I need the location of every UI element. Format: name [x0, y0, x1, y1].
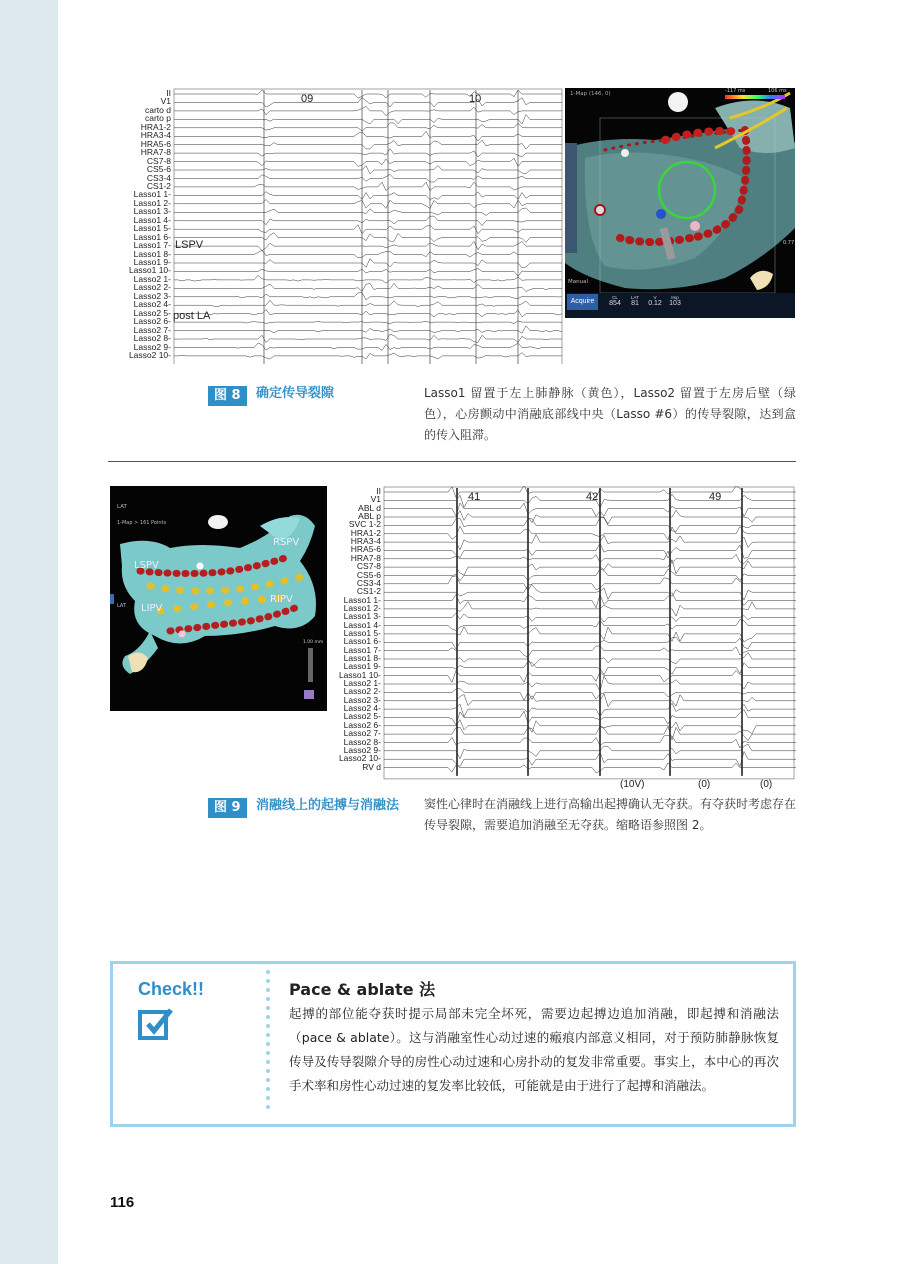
map-stat-label: LAT: [631, 295, 639, 300]
fig9-map-mode: LAT: [117, 504, 127, 510]
acquire-button[interactable]: Acquire: [567, 294, 598, 310]
egm-trace: [174, 225, 562, 234]
fig9-map-scale: 1.00 mm: [303, 640, 324, 645]
channel-label: HRA5-6: [140, 138, 171, 149]
channel-label: Lasso1 6-: [343, 636, 381, 647]
egm-trace: [174, 326, 562, 333]
fig8-map-graphic: [565, 88, 795, 318]
channel-label: Lasso1 4-: [133, 214, 171, 225]
map-stat: [625, 295, 645, 307]
fig9-pacing-label: (0): [760, 779, 773, 790]
map-stat: [605, 295, 625, 307]
fig8-tag: 图 8: [208, 386, 247, 406]
channel-label: Lasso2 5-: [133, 307, 171, 318]
egm-frame: [384, 487, 794, 779]
map-stat-value: 854: [609, 300, 621, 307]
fig8-map-header: 1-Map (146, 0): [570, 91, 611, 97]
map-stat-value: 0.12: [648, 300, 662, 307]
channel-label: Lasso1 10-: [128, 265, 171, 276]
channel-label: Lasso2 9-: [133, 341, 171, 352]
egm-trace: [174, 275, 562, 283]
egm-trace: [174, 115, 562, 125]
egm-trace: [384, 560, 796, 575]
egm-trace: [174, 283, 562, 291]
egm-trace: [174, 321, 562, 324]
egm-trace: [384, 694, 796, 707]
channel-label: Lasso1 3-: [133, 206, 171, 217]
fig8-map-scale-side: 0.77: [783, 240, 795, 246]
egm-trace: [384, 627, 796, 642]
egm-trace: [174, 98, 562, 108]
channel-label: Lasso2 10-: [338, 753, 381, 764]
fig8-description: Lasso1 留置于左上肺静脉（黄色），Lasso2 留置于左房后壁（绿色），心房颤动中消融底部线中央（Lasso #6）的传导裂隙，达到盒的传入阻滞。: [424, 386, 796, 442]
channel-label: CS7-8: [146, 155, 171, 166]
channel-label: HRA3-4: [140, 130, 171, 141]
fig9-tag: 图 9: [208, 798, 247, 818]
fig9-traces: [330, 486, 796, 794]
channel-label: Lasso2 8-: [133, 333, 171, 344]
egm-trace: [174, 140, 562, 149]
channel-label: Lasso1 2-: [343, 602, 381, 613]
channel-label: Lasso1 2-: [133, 197, 171, 208]
egm-trace: [174, 233, 562, 243]
fig8-map-mode: Manual: [568, 279, 588, 285]
egm-trace: [384, 751, 796, 766]
egm-trace: [174, 90, 562, 98]
fig9-beat-label: 42: [586, 491, 599, 503]
channel-label: CS3-4: [146, 172, 171, 183]
fig8-beat-label: 10: [469, 93, 482, 105]
channel-label: Lasso1 6-: [133, 231, 171, 242]
egm-trace: [384, 593, 796, 608]
egm-trace: [174, 158, 562, 166]
channel-label: Lasso2 1-: [133, 273, 171, 284]
channel-label: Lasso1 7-: [343, 644, 381, 655]
fig9-vein-rspv: RSPV: [273, 537, 300, 548]
channel-label: Lasso2 3-: [133, 290, 171, 301]
fig9-vein-ripv: RIPV: [270, 594, 293, 605]
map-stat-value: 81: [631, 300, 639, 307]
channel-label: II: [166, 88, 171, 98]
channel-label: Lasso1 5-: [133, 223, 171, 234]
channel-label: Lasso2 10-: [128, 349, 171, 360]
channel-label: HRA3-4: [350, 536, 381, 547]
fig9-title: 消融线上的起搏与消融法: [256, 798, 400, 813]
channel-label: Lasso1 10-: [338, 669, 381, 680]
channel-label: CS1-2: [356, 586, 381, 597]
channel-label: Lasso2 1-: [343, 678, 381, 689]
channel-label: CS5-6: [356, 569, 381, 580]
egm-trace: [174, 192, 562, 200]
channel-label: CS5-6: [146, 164, 171, 175]
channel-label: Lasso2 4-: [133, 299, 171, 310]
egm-trace: [384, 585, 796, 601]
fig8-electrogram: [126, 88, 564, 364]
fig9-vein-lspv: LSPV: [134, 560, 159, 571]
egm-trace: [174, 182, 562, 191]
fig9-map-sub: 1-Map > 161 Points: [117, 520, 167, 526]
egm-trace: [384, 744, 796, 759]
egm-trace: [174, 293, 562, 300]
map-stat-label: V: [653, 295, 657, 300]
egm-trace: [384, 689, 796, 701]
map-stat: [665, 295, 685, 307]
egm-trace: [174, 123, 562, 131]
egm-trace: [174, 166, 562, 174]
fig9-vein-lipv: LIPV: [141, 603, 163, 614]
egm-trace: [384, 676, 796, 691]
channel-label: V1: [370, 494, 381, 505]
channel-label: Lasso2 9-: [343, 744, 381, 755]
channel-label: carto d: [145, 104, 171, 115]
fig8-map-scale-min: -117 ms: [725, 88, 746, 94]
egm-trace: [384, 526, 796, 540]
map-stat-label: Imp: [671, 295, 679, 300]
channel-label: Lasso2 6-: [343, 719, 381, 730]
channel-label: Lasso1 4-: [343, 619, 381, 630]
egm-trace: [384, 517, 796, 531]
egm-trace: [384, 602, 796, 617]
channel-label: Lasso1 1-: [133, 189, 171, 200]
egm-trace: [174, 174, 562, 182]
channel-label: ABL d: [358, 502, 381, 513]
egm-trace: [384, 620, 796, 631]
egm-trace: [384, 569, 796, 581]
egm-trace: [384, 726, 796, 740]
egm-trace: [174, 353, 562, 359]
channel-label: Lasso2 4-: [343, 703, 381, 714]
egm-trace: [384, 703, 796, 717]
egm-trace: [174, 343, 562, 350]
egm-trace: [384, 670, 796, 682]
egm-trace: [384, 736, 796, 749]
check-title: Pace & ablate 法: [289, 980, 436, 999]
map-stat-value: 103: [669, 300, 681, 307]
egm-trace: [174, 269, 562, 277]
egm-trace: [174, 241, 562, 250]
fig8-beat-label: 09: [301, 93, 314, 105]
channel-label: HRA5-6: [350, 544, 381, 555]
egm-trace: [384, 576, 796, 591]
fig9-map-side: LAT: [117, 603, 126, 609]
channel-label: CS3-4: [356, 577, 381, 588]
channel-label: Lasso1 9-: [133, 257, 171, 267]
fig9-description: 窦性心律时在消融线上进行高输出起搏确认无夺获。有夺获时考虑存在传导裂隙，需要追加消融至无夺获。缩略语参照图 2。: [424, 797, 797, 832]
channel-label: HRA1-2: [350, 527, 381, 538]
map-stat: [645, 295, 665, 307]
channel-label: Lasso1 8-: [343, 653, 381, 663]
egm-trace: [174, 259, 562, 268]
fig9-electrogram: [330, 486, 796, 794]
channel-label: Lasso1 9-: [343, 661, 381, 672]
egm-trace: [384, 534, 796, 549]
channel-label: V1: [160, 96, 171, 107]
egm-trace: [384, 646, 796, 657]
fig9-beat-label: 49: [709, 491, 722, 503]
dotted-divider: [266, 970, 270, 1120]
egm-trace: [384, 653, 796, 667]
channel-label: Lasso1 7-: [133, 240, 171, 251]
egm-trace: [384, 710, 796, 725]
egm-trace: [174, 131, 562, 141]
egm-trace: [174, 149, 562, 157]
map-stat-label: CL: [612, 295, 618, 300]
egm-trace: [384, 510, 796, 524]
channel-label: Lasso2 6-: [133, 316, 171, 327]
channel-label: SVC 1-2: [348, 519, 381, 530]
check-heading: Check!!: [138, 979, 205, 999]
channel-label: Lasso1 3-: [343, 611, 381, 622]
channel-label: Lasso2 8-: [343, 736, 381, 747]
channel-label: Lasso2 3-: [343, 694, 381, 705]
channel-label: HRA7-8: [350, 552, 381, 563]
side-strip: [0, 0, 58, 1264]
page-number: 116: [110, 1194, 135, 1211]
egm-trace: [384, 763, 796, 773]
channel-label: Lasso1 1-: [343, 594, 381, 605]
fig9-3d-map: [110, 486, 327, 711]
egm-trace: [384, 503, 796, 517]
channel-label: Lasso1 5-: [343, 627, 381, 638]
channel-label: Lasso2 7-: [343, 728, 381, 739]
egm-trace: [174, 334, 562, 342]
egm-trace: [174, 208, 562, 216]
egm-trace: [384, 637, 796, 649]
fig9-pacing-label: (10V): [620, 779, 645, 790]
egm-trace: [174, 216, 562, 226]
fig8-map-scale-max: 106 ms: [768, 88, 787, 94]
egm-trace: [174, 250, 562, 257]
channel-label: carto p: [145, 113, 171, 124]
fig8-annotation-post-la: post LA: [173, 310, 211, 322]
egm-trace: [174, 309, 562, 317]
egm-trace: [384, 551, 796, 564]
fig9-beat-label: 41: [468, 491, 481, 503]
check-body: 起搏的部位能夺获时提示局部未完全坏死，需要边起搏边追加消融，即起搏和消融法（pace & ablate）。这与消融室性心动过速的瘢痕内部意义相同，对于预防肺静脉恢复传导及传导裂隙介导的房性心动过速和心房扑动的复发非常重要。事实上，本中心的再次手术率和房性心动过速的复发率比较低，可能就是由于进行了起搏和消融法。: [289, 1006, 779, 1093]
egm-trace: [384, 613, 796, 622]
section-divider: [108, 461, 796, 462]
egm-trace: [384, 720, 796, 734]
channel-label: II: [376, 486, 381, 496]
fig8-traces: [126, 88, 564, 364]
fig8-annotation-lspv: LSPV: [175, 239, 204, 251]
channel-label: HRA1-2: [140, 121, 171, 132]
channel-label: HRA7-8: [140, 147, 171, 158]
channel-label: CS7-8: [356, 561, 381, 572]
checkbox-pencil-icon: [138, 1006, 174, 1046]
channel-label: Lasso1 8-: [133, 248, 171, 259]
egm-trace: [174, 106, 562, 115]
egm-trace: [174, 300, 562, 306]
fig9-pacing-label: (0): [698, 779, 711, 790]
egm-trace: [174, 199, 562, 208]
fig8-3d-map: [565, 88, 795, 318]
channel-label: Lasso2 2-: [133, 282, 171, 293]
channel-label: ABL p: [358, 511, 381, 522]
channel-label: Lasso2 5-: [343, 711, 381, 722]
channel-label: Lasso2 2-: [343, 686, 381, 697]
channel-label: RV d: [362, 761, 381, 772]
fig8-title: 确定传导裂隙: [256, 386, 335, 401]
channel-label: CS1-2: [146, 180, 171, 191]
channel-label: Lasso2 7-: [133, 324, 171, 335]
